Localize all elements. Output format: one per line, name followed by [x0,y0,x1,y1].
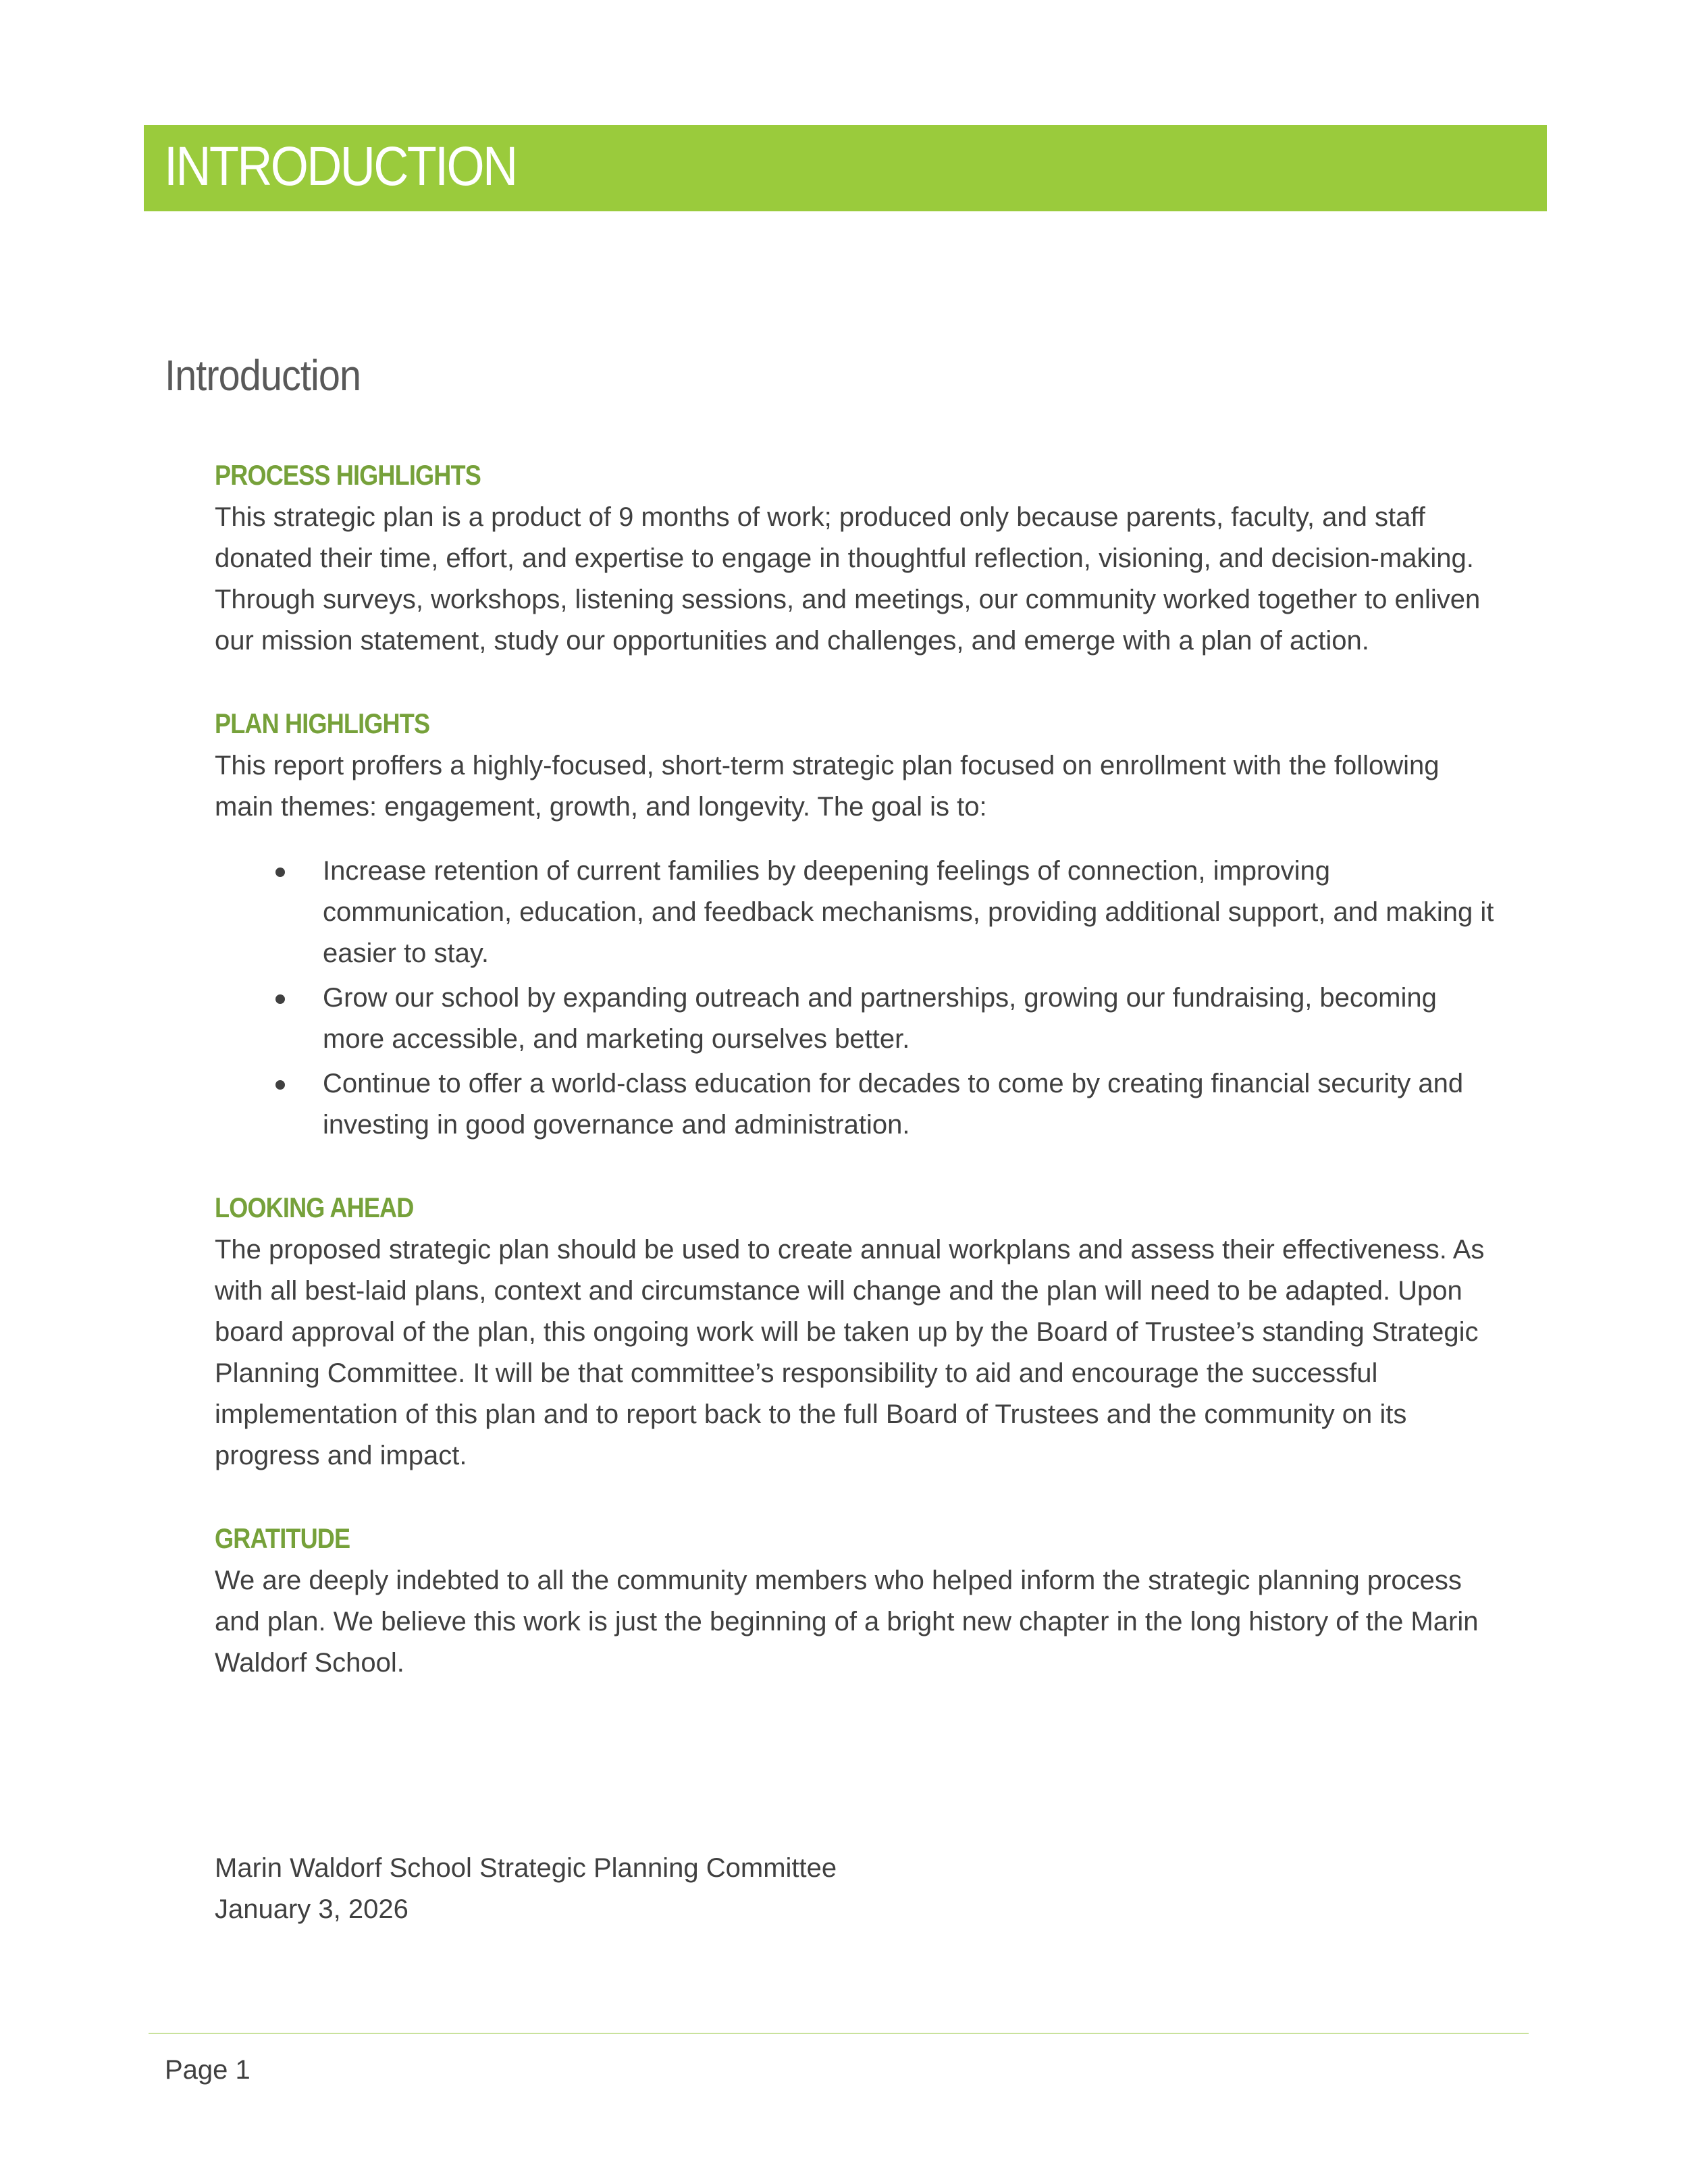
bullet-icon [275,994,285,1004]
signature-committee: Marin Waldorf School Strategic Planning Committee [215,1853,837,1883]
goal-list [215,851,1498,1146]
list-item [215,1063,1498,1146]
section-body: The proposed strategic plan should be used to create annual workplans and assess their effectiveness. As with all best-laid plans, context and circumstance will change and the plan will need to be adapted. Upon board approval of the plan, this ongoing work will be taken up by the Board of Trustee’s standing Strategic Planning Committee. It will be that committee’s responsibility to aid and encourage the successful implementation of this plan and to report back to the full Board of Trustees and the community on its progress and impact. [215,1235,1485,1470]
banner-title: INTRODUCTION [164,136,517,197]
section-looking-ahead [215,1186,1498,1476]
section-heading: PLAN HIGHLIGHTS [215,708,430,739]
section-body: This strategic plan is a product of 9 months of work; produced only because parents, faculty, and staff donated their time, effort, and expertise to engage in thoughtful reflection, visioning, and decision-making. Through surveys, workshops, listening sessions, and meetings, our community worked together to enliven our mission statement, study our opportunities and challenges, and emerge with a plan of action. [215,502,1481,656]
page-title: Introduction [165,351,361,400]
list-item-text: Continue to offer a world-class education for decades to come by creating financial security and investing in good governance and administration. [323,1069,1464,1140]
section-heading: GRATITUDE [215,1522,350,1554]
bullet-icon [275,868,285,877]
main-content [215,454,1498,1724]
footer-divider [149,2033,1529,2034]
section-body: We are deeply indebted to all the community members who helped inform the strategic planning process and plan. We believe this work is just the beginning of a bright new chapter in the long history of the Marin Waldorf School. [215,1566,1479,1678]
signature-date: January 3, 2026 [215,1894,408,1924]
bullet-icon [275,1080,285,1090]
section-plan-highlights [215,702,1498,1146]
section-banner [144,125,1547,211]
section-gratitude [215,1517,1498,1684]
section-heading: LOOKING AHEAD [215,1192,414,1223]
section-heading: PROCESS HIGHLIGHTS [215,459,481,491]
section-process-highlights [215,454,1498,662]
list-item [215,851,1498,974]
list-item [215,978,1498,1060]
list-item-text: Increase retention of current families by deepening feelings of connection, improving communication, education, and feedback mechanisms, providing additional support, and making it easier to stay. [323,856,1494,968]
page-number: Page 1 [165,2055,250,2085]
section-body: This report proffers a highly-focused, short-term strategic plan focused on enrollment with the following main themes: engagement, growth, and longevity. The goal is to: [215,751,1440,822]
signature-block [215,1848,837,1930]
list-item-text: Grow our school by expanding outreach and partnerships, growing our fundraising, becoming more accessible, and marketing ourselves better. [323,983,1437,1054]
